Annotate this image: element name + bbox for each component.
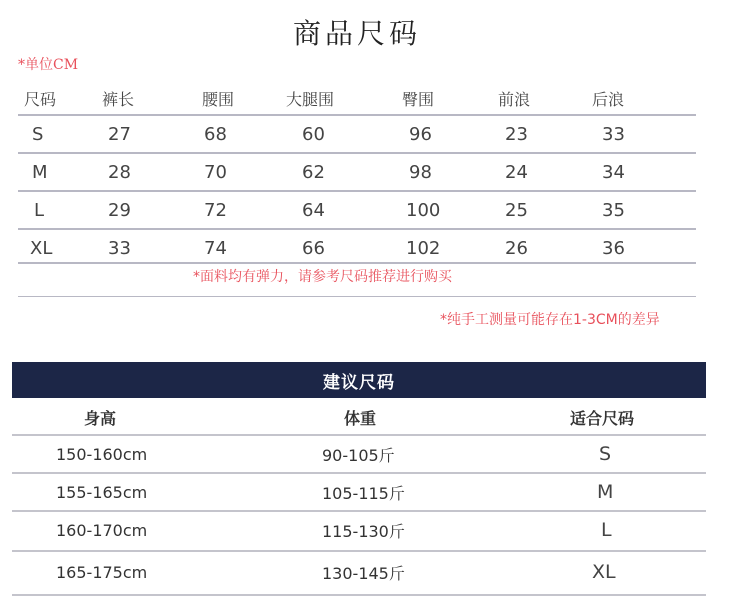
recommend-banner: 建议尺码 [12,362,706,398]
size-cell: M [32,161,48,183]
table-cell: 29 [108,199,131,221]
table-cell: 36 [602,237,625,259]
table-cell: 100 [406,199,441,221]
weight-cell: 130-145斤 [322,563,405,583]
table-row [12,474,706,510]
size-cell: XL [30,237,53,259]
table-row [18,154,696,190]
table-row [12,554,706,590]
header-size: 尺码 [24,89,57,109]
header-height: 身高 [84,408,117,428]
table-cell: 26 [505,237,528,259]
weight-cell: 90-105斤 [322,445,395,465]
height-cell: 155-165cm [56,482,148,502]
table-cell: 64 [302,199,325,221]
table-cell: 66 [302,237,325,259]
size-cell: L [34,199,45,221]
height-cell: 150-160cm [56,444,148,464]
divider [12,550,706,552]
size-cell: XL [592,561,616,583]
header-hip: 臀围 [402,89,435,109]
table-cell: 60 [302,123,325,145]
table-cell: 98 [409,161,432,183]
table-cell: 24 [505,161,528,183]
table-cell: 34 [602,161,625,183]
size-cell: S [599,443,612,465]
header-weight: 体重 [344,408,377,428]
divider [18,296,696,297]
table-cell: 96 [409,123,432,145]
table-cell: 23 [505,123,528,145]
header-fit-size: 适合尺码 [570,408,635,428]
header-pants-length: 裤长 [102,89,135,109]
measurement-note: *纯手工测量可能存在1-3CM的差异 [440,312,660,328]
table-row [18,230,696,266]
header-thigh: 大腿围 [286,89,335,109]
recommend-table-header [12,402,706,432]
table-cell: 62 [302,161,325,183]
height-cell: 165-175cm [56,562,148,582]
header-waist: 腰围 [202,89,235,109]
size-cell: L [601,519,612,541]
page-title: 商品尺码 [292,17,421,50]
header-front-rise: 前浪 [498,89,531,109]
header-back-rise: 后浪 [592,89,625,109]
weight-cell: 115-130斤 [322,521,405,541]
table-cell: 28 [108,161,131,183]
divider [12,594,706,596]
table-cell: 25 [505,199,528,221]
table-row [12,512,706,548]
size-cell: M [597,481,614,503]
table-row [18,192,696,228]
table-cell: 27 [108,123,131,145]
weight-cell: 105-115斤 [322,483,405,503]
table-row [18,116,696,152]
unit-note: *单位CM [18,57,79,73]
divider [18,262,696,264]
table-cell: 33 [602,123,625,145]
table-row [12,436,706,472]
table-cell: 35 [602,199,625,221]
table-cell: 72 [204,199,227,221]
table-cell: 102 [406,237,441,259]
size-table-header [18,86,698,110]
elastic-note: *面料均有弹力，请参考尺码推荐进行购买 [193,269,452,285]
table-cell: 70 [204,161,227,183]
table-cell: 33 [108,237,131,259]
table-cell: 68 [204,123,227,145]
table-cell: 74 [204,237,227,259]
size-cell: S [32,123,44,145]
height-cell: 160-170cm [56,520,148,540]
